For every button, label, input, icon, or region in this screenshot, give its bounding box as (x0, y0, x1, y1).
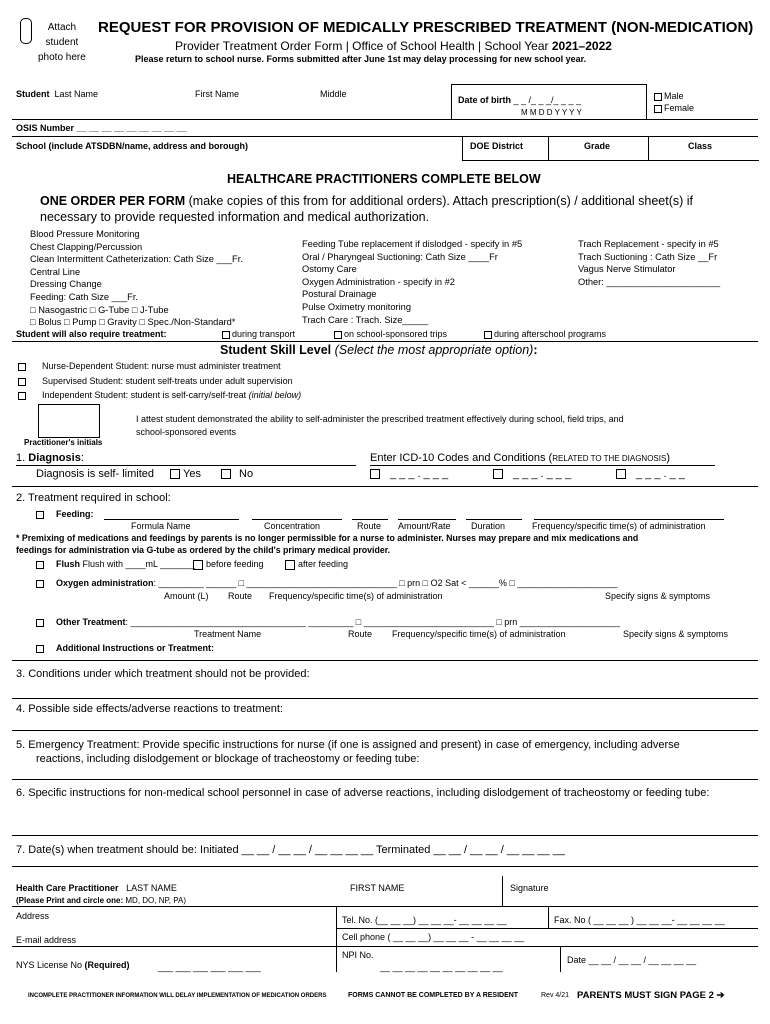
premix-note: * Premixing of medications and feedings by parents is no longer permissible for a nurse to administer. Nurses may prepare and mix medications and feedings for administration via G-tube as ordered by the child's primary medical provider. (16, 533, 639, 555)
flush-row[interactable]: Flush Flush with ____mL _______ (36, 559, 195, 569)
hcp-print-note: (Please Print and circle one: MD, DO, NP, PA) (16, 896, 186, 905)
hcp-email-label: E-mail address (16, 935, 77, 945)
paperclip-icon (20, 18, 32, 44)
icd-code-field[interactable]: _ _ _ . _ _ _ (493, 468, 571, 480)
q4-side-effects: 4. Possible side effects/adverse reactions to treatment: (16, 703, 283, 715)
hcp-last-name-label: Health Care Practitioner LAST NAME (16, 883, 177, 893)
hcp-signature-label: Signature (510, 883, 549, 893)
treatments-col1 (30, 228, 243, 329)
q5-emergency: 5. Emergency Treatment: Provide specific instructions for nurse (if one is assigned and present) in case of emergency, including adverse reactions, including dislodgement or blockage of tracheostomy or feeding tube: (16, 739, 680, 765)
treatment-item[interactable]: Central Line (30, 266, 81, 277)
female-option[interactable]: Female (654, 103, 694, 113)
male-option[interactable]: Male (654, 91, 684, 101)
photo-attach-label: Attach student photo here (38, 22, 86, 63)
skill-option-nurse-dependent[interactable]: Nurse-Dependent Student: nurse must administer treatment (18, 361, 281, 371)
self-limited-no[interactable]: No (221, 468, 253, 480)
school-trips-option[interactable]: on school-sponsored trips (334, 329, 447, 339)
formula-name-label: Formula Name (131, 521, 191, 531)
signs-symptoms-label: Specify signs & symptoms (623, 629, 729, 639)
feeding-option[interactable]: Feeding: (36, 509, 94, 519)
hcp-license-label: NYS License No (Required) (16, 960, 130, 970)
self-limited-label: Diagnosis is self- limited (36, 468, 154, 480)
duration-label: Duration (471, 521, 506, 531)
form-return-note: Please return to school nurse. Forms submitted after June 1st may delay processing for new school year. (135, 54, 587, 64)
diagnosis-label: 1. Diagnosis: (16, 452, 84, 464)
icd-codes-label: Enter ICD-10 Codes and Conditions (RELATED TO THE DIAGNOSIS) (370, 452, 670, 464)
before-feeding-option[interactable]: before feeding (193, 559, 264, 570)
icd-code-field[interactable]: _ _ _ . _ _ (616, 468, 685, 480)
first-name-label: First Name (195, 89, 240, 99)
treatments-col2 (302, 238, 522, 326)
class-label: Class (688, 141, 713, 151)
treatment-name-label: Treatment Name (194, 629, 262, 639)
doe-district-label: DOE District (470, 141, 524, 151)
form-subtitle: Provider Treatment Order Form | Office of School Health | School Year 2021–2022 (175, 39, 612, 53)
also-require-row: Student will also require treatment: (16, 329, 167, 339)
skill-option-supervised[interactable]: Supervised Student: student self-treats under adult supervision (18, 376, 293, 386)
q7-dates[interactable]: 7. Date(s) when treatment should be: Initiated __ __ / __ __ / __ __ __ __ Terminated __ __ / __ __ / __ __ __ __ (16, 844, 565, 856)
treatment-item[interactable]: Postural Drainage (302, 289, 377, 300)
oxygen-row[interactable]: Oxygen administration: _________ ______ □ ______________________________ □ prn □ O2 Sat < ______% □ ____________________ (36, 578, 617, 588)
treatment-item[interactable]: Dressing Change (30, 279, 102, 290)
treatment-item[interactable]: Other: ______________________ (578, 276, 721, 287)
one-order-note-line2: necessary to provide requested information and medical authorization. (40, 210, 430, 224)
hcp-tel-field[interactable]: Tel. No. (__ __ __) __ __ __- __ __ __ __ (342, 915, 507, 925)
route-label: Route (348, 629, 373, 639)
frequency-label: Frequency/specific time(s) of administration (532, 521, 706, 531)
practitioner-section-heading: HEALTHCARE PRACTITIONERS COMPLETE BELOW (227, 172, 541, 186)
footer-resident-note: FORMS CANNOT BE COMPLETED BY A RESIDENT (348, 992, 519, 999)
treatments-col3 (578, 238, 720, 288)
treatment-item[interactable]: Trach Care : Trach. Size_____ (302, 314, 429, 325)
middle-name-label: Middle (320, 89, 347, 99)
treatment-item[interactable]: Oxygen Administration - specify in #2 (302, 276, 455, 287)
treatment-item[interactable]: Ostomy Care (302, 264, 357, 275)
treatment-item[interactable]: Pulse Oximetry monitoring (302, 301, 412, 312)
dob-format: M M D D Y Y Y Y (521, 108, 582, 117)
treatment-item[interactable]: Feeding: Cath Size ___Fr. (30, 291, 139, 302)
amount-rate-label: Amount/Rate (398, 521, 451, 531)
treatment-item[interactable]: Vagus Nerve Stimulator (578, 264, 676, 275)
amount-l-label: Amount (L) (164, 591, 209, 601)
hcp-cell-field[interactable]: Cell phone ( __ __ __) __ __ __ - __ __ __ __ (342, 932, 525, 942)
treatment-item[interactable]: □ Bolus □ Pump □ Gravity □ Spec./Non-Standard* (30, 317, 236, 328)
treatment-item[interactable]: Clean Intermittent Catheterization: Cath Size ___Fr. (30, 254, 243, 265)
other-treatment-row[interactable]: Other Treatment: ___________________________________ _________ □ __________________________ □ prn ____________________ (36, 617, 620, 627)
after-feeding-option[interactable]: after feeding (285, 559, 348, 570)
practitioner-initials-label: Practitioner's initials (24, 438, 103, 447)
treatment-required-title: 2. Treatment required in school: (16, 492, 171, 504)
student-name-labels: Student Last Name (16, 89, 99, 99)
dob-label: Date of birth _ _ /_ _ _/_ _ _ _ (458, 95, 582, 105)
hcp-npi-label: NPI No. (342, 950, 374, 960)
one-order-note: ONE ORDER PER FORM (make copies of this from for additional orders). Attach prescription(s) / additional sheet(s) if (40, 194, 694, 208)
additional-instructions[interactable]: Additional Instructions or Treatment: (36, 643, 214, 653)
footer-parents-sign: PARENTS MUST SIGN PAGE 2 ➔ (577, 990, 725, 1001)
self-limited-yes[interactable]: Yes (170, 468, 201, 480)
hcp-license-field[interactable]: ___ ___ ___ ___ ___ ___ (158, 962, 261, 972)
treatment-item[interactable]: □ Nasogastric □ G-Tube □ J-Tube (30, 304, 169, 315)
hcp-first-name-label: FIRST NAME (350, 883, 405, 893)
treatment-item[interactable]: Trach Suctioning : Cath Size __Fr (578, 251, 718, 262)
treatment-item[interactable]: Feeding Tube replacement if dislodged - specify in #5 (302, 239, 523, 249)
route-label: Route (228, 591, 253, 601)
q3-conditions: 3. Conditions under which treatment should not be provided: (16, 668, 310, 680)
hcp-fax-field[interactable]: Fax. No ( __ __ __ ) __ __ __- __ __ __ __ (554, 915, 725, 925)
footer-revision: Rev 4/21 (541, 992, 570, 999)
skill-option-independent[interactable]: Independent Student: student is self-carry/self-treat (initial below) (18, 390, 301, 400)
osis-number-field[interactable]: OSIS Number __ __ __ __ __ __ __ __ __ (16, 123, 187, 133)
treatment-item[interactable]: Chest Clapping/Percussion (30, 241, 143, 252)
footer-incomplete-note: INCOMPLETE PRACTITIONER INFORMATION WILL DELAY IMPLEMENTATION OF MEDICATION ORDERS (28, 993, 327, 999)
during-transport-option[interactable]: during transport (222, 329, 295, 339)
grade-label: Grade (584, 141, 611, 151)
frequency-label: Frequency/specific time(s) of administration (269, 591, 443, 601)
attest-statement: I attest student demonstrated the ability to self-administer the prescribed treatment effectively during school, field trips, and school-sponsored events (136, 414, 624, 437)
hcp-npi-field[interactable]: __ __ __ __ __ __ __ __ __ __ (380, 962, 503, 972)
frequency-label: Frequency/specific time(s) of administration (392, 629, 566, 639)
skill-level-heading: Student Skill Level (Select the most appropriate option): (220, 343, 538, 357)
treatment-item[interactable]: Blood Pressure Monitoring (30, 229, 140, 239)
treatment-item[interactable]: Trach Replacement - specify in #5 (578, 239, 719, 249)
hcp-date-field[interactable]: Date __ __ / __ __ / __ __ __ __ (567, 955, 697, 965)
signs-symptoms-label: Specify signs & symptoms (605, 591, 711, 601)
hcp-address-label: Address (16, 911, 50, 921)
form-title: REQUEST FOR PROVISION OF MEDICALLY PRESCRIBED TREATMENT (NON-MEDICATION) (98, 19, 754, 36)
route-label: Route (357, 521, 382, 531)
afterschool-option[interactable]: during afterschool programs (484, 329, 606, 339)
practitioner-initials-box[interactable] (38, 404, 100, 438)
icd-code-field[interactable]: _ _ _ . _ _ _ (370, 468, 448, 480)
q6-non-medical: 6. Specific instructions for non-medical school personnel in case of adverse reactions, including dislodgement of tracheostomy or feeding tube: (16, 787, 710, 799)
concentration-label: Concentration (264, 521, 321, 531)
treatment-item[interactable]: Oral / Pharyngeal Suctioning: Cath Size ____Fr (302, 251, 498, 262)
school-field-label: School (include ATSDBN/name, address and borough) (16, 141, 249, 151)
